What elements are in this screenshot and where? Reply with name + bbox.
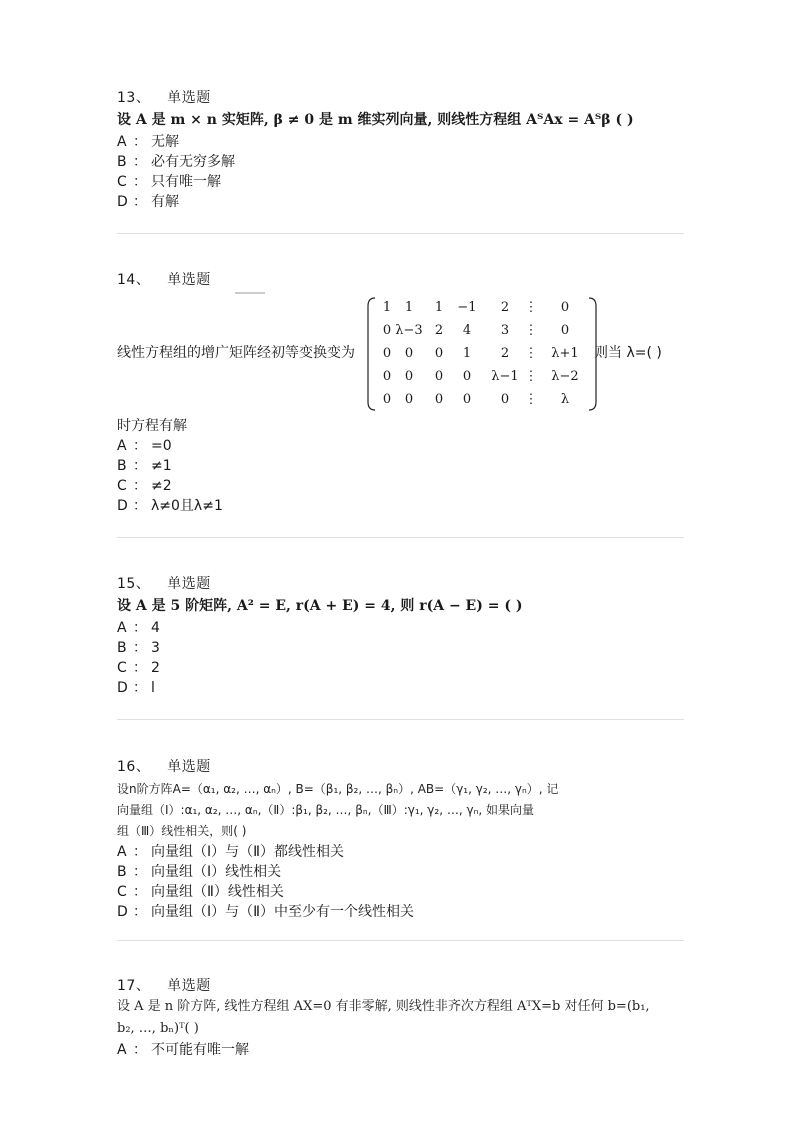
question-header <box>117 88 687 108</box>
option-d[interactable]: D ： l <box>117 680 155 696</box>
scan-mark <box>235 292 265 294</box>
question-number: 16、 <box>117 759 151 775</box>
question-type: 单选题 <box>167 90 211 106</box>
question-stem <box>117 996 687 1040</box>
stem-before-matrix: 线性方程组的增广矩阵经初等变换变为 <box>117 345 355 361</box>
divider <box>117 233 684 234</box>
question-number: 14、 <box>117 272 151 288</box>
stem-line: 组（Ⅲ）线性相关，则( ) <box>117 824 247 838</box>
option-b[interactable]: B ： 3 <box>117 640 160 656</box>
option-c[interactable]: C ： 只有唯一解 <box>117 174 221 190</box>
question-number: 17、 <box>117 978 151 994</box>
option-d[interactable]: D ： λ≠0且λ≠1 <box>117 498 223 514</box>
stem-tail: 时方程有解 <box>117 418 187 434</box>
option-a[interactable]: A ： 4 <box>117 620 160 636</box>
divider <box>117 537 684 538</box>
option-b[interactable]: B ： ≠1 <box>117 458 172 474</box>
stem-line: 设n阶方阵A=（α₁, α₂, …, αₙ）, B=（β₁, β₂, …, βₙ）, AB=（γ₁, γ₂, …, γₙ）, 记 <box>117 782 559 796</box>
question-type: 单选题 <box>167 759 211 775</box>
option-a[interactable]: A ： 向量组（Ⅰ）与（Ⅱ）都线性相关 <box>117 844 345 860</box>
question-header <box>117 976 687 996</box>
question-header <box>117 270 687 290</box>
question-type: 单选题 <box>167 576 211 592</box>
option-d[interactable]: D ： 向量组（Ⅰ）与（Ⅱ）中至少有一个线性相关 <box>117 904 415 920</box>
option-a[interactable]: A ： =0 <box>117 438 172 454</box>
question-17 <box>117 976 687 1060</box>
question-number: 13、 <box>117 90 151 106</box>
matrix-stem <box>117 296 687 414</box>
question-16 <box>117 757 687 922</box>
question-stem: 设 A 是 m × n 实矩阵, β ≠ 0 是 m 维实列向量, 则线性方程组 AᵀAx = Aᵀβ ( ) <box>117 112 634 128</box>
matrix-row: 0 0 0 1 2 ⋮ λ+1 <box>382 346 579 361</box>
option-c[interactable]: C ： ≠2 <box>117 478 172 494</box>
question-header <box>117 574 687 594</box>
stem-line: 向量组（Ⅰ）:α₁, α₂, …, αₙ,（Ⅱ）:β₁, β₂, …, βₙ,（Ⅲ）:γ₁, γ₂, …, γₙ, 如果向量 <box>117 803 534 817</box>
option-c[interactable]: C ： 向量组（Ⅱ）线性相关 <box>117 884 284 900</box>
question-14 <box>117 270 687 516</box>
matrix-row: 1 1 1 −1 2 ⋮ 0 <box>382 300 570 315</box>
question-stem <box>117 779 687 842</box>
divider <box>117 719 684 720</box>
question-13 <box>117 88 687 212</box>
matrix-row: 0 λ−3 2 4 3 ⋮ 0 <box>382 323 570 338</box>
question-type: 单选题 <box>167 272 211 288</box>
option-b[interactable]: B ： 必有无穷多解 <box>117 154 235 170</box>
question-type: 单选题 <box>167 978 211 994</box>
option-d[interactable]: D ： 有解 <box>117 194 179 210</box>
question-15 <box>117 574 687 698</box>
option-a[interactable]: A ： 不可能有唯一解 <box>117 1042 249 1058</box>
augmented-matrix <box>367 296 597 412</box>
stem-line: b₂, …, bₙ)ᵀ( ) <box>117 1021 199 1036</box>
option-a[interactable]: A ： 无解 <box>117 134 179 150</box>
question-number: 15、 <box>117 576 151 592</box>
stem-after-matrix: 则当 λ=( ) <box>594 345 662 361</box>
matrix-row: 0 0 0 0 λ−1 ⋮ λ−2 <box>382 369 579 384</box>
option-b[interactable]: B ： 向量组（Ⅰ）线性相关 <box>117 864 282 880</box>
question-stem: 设 A 是 5 阶矩阵, A² = E, r(A + E) = 4, 则 r(A − E) = ( ) <box>117 598 523 614</box>
stem-line: 设 A 是 n 阶方阵, 线性方程组 AX=0 有非零解, 则线性非齐次方程组 AᵀX=b 对任何 b=(b₁, <box>117 999 650 1014</box>
question-header <box>117 757 687 777</box>
matrix-row: 0 0 0 0 0 ⋮ λ <box>382 392 570 407</box>
divider <box>117 940 684 941</box>
option-c[interactable]: C ： 2 <box>117 660 160 676</box>
